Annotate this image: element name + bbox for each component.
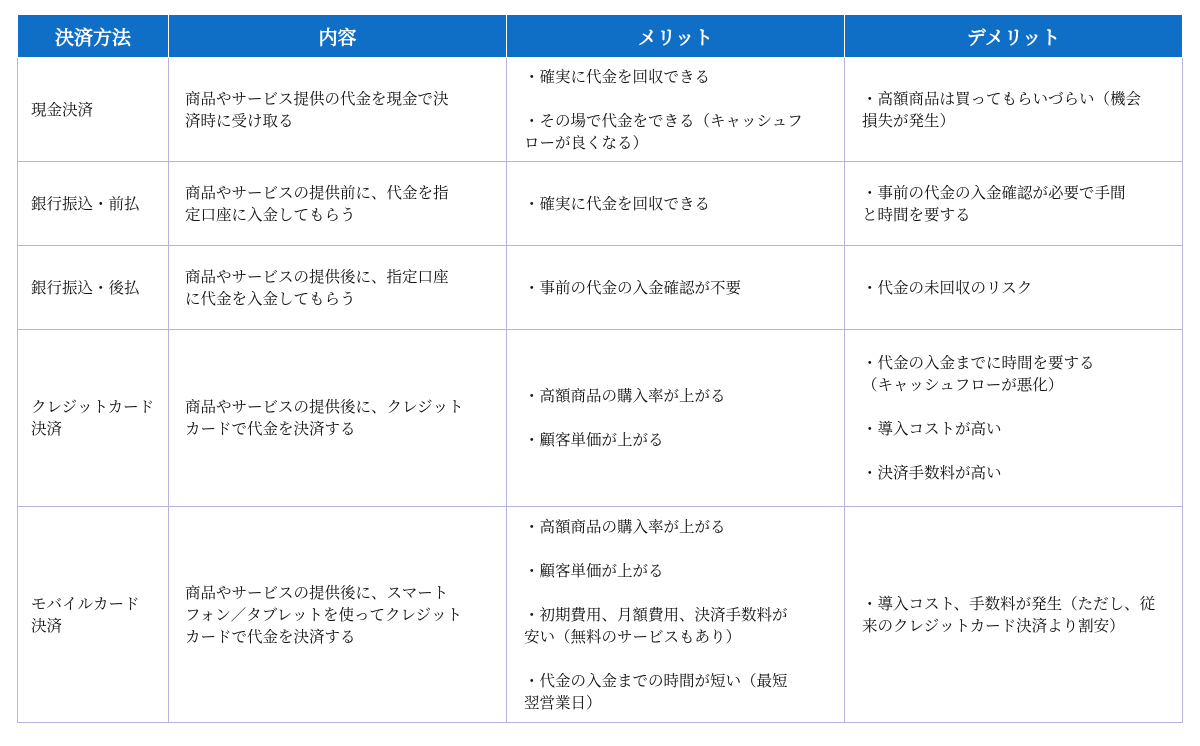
cell-content bbox=[169, 162, 507, 246]
cell-text-line: ・高額商品の購入率が上がる bbox=[524, 517, 726, 536]
cell-text-line: 来のクレジットカード決済より割安） bbox=[862, 616, 1125, 635]
cell-method bbox=[18, 330, 169, 507]
header-merits: メリット bbox=[507, 15, 845, 58]
cell-text-line: ・確実に代金を回収できる bbox=[524, 194, 711, 213]
merit-item bbox=[524, 604, 830, 648]
cell-merits bbox=[507, 507, 845, 723]
cell-text-line: ・顧客単価が上がる bbox=[524, 431, 664, 449]
header-content: 内容 bbox=[169, 15, 507, 58]
merit-item bbox=[524, 277, 830, 299]
cell-text-line: フォン／タブレットを使ってクレジット bbox=[185, 605, 463, 624]
header-demerits: デメリット bbox=[845, 15, 1183, 58]
cell-method bbox=[18, 58, 169, 162]
cell-demerits bbox=[845, 507, 1183, 723]
demerit-item bbox=[862, 182, 1168, 226]
cell-text-line: ・顧客単価が上がる bbox=[524, 561, 664, 580]
cell-method bbox=[18, 162, 169, 246]
cell-text-line: 銀行振込・前払 bbox=[31, 194, 140, 213]
cell-text-line: ・事前の代金の入金確認が必要で手間 bbox=[862, 183, 1126, 202]
cell-text-line: ・導入コスト、手数料が発生（ただし、従 bbox=[862, 594, 1156, 613]
demerit-item bbox=[862, 593, 1168, 637]
cell-content bbox=[169, 246, 507, 330]
cell-text-line: に代金を入金してもらう bbox=[185, 289, 356, 308]
cell-merits bbox=[507, 162, 845, 246]
cell-text-line: ・代金の未回収のリスク bbox=[862, 278, 1033, 297]
table-body bbox=[18, 58, 1183, 723]
cell-text-line: 安い（無料のサービスもあり） bbox=[524, 627, 742, 646]
cell-text-line: 定口座に入金してもらう bbox=[185, 205, 356, 224]
merit-item bbox=[524, 670, 830, 714]
cell-demerits bbox=[845, 58, 1183, 162]
cell-method bbox=[18, 246, 169, 330]
cell-text-line: 銀行振込・後払 bbox=[31, 278, 140, 297]
cell-text-line: 商品やサービスの提供前に、代金を指 bbox=[185, 183, 449, 202]
cell-demerits bbox=[845, 330, 1183, 507]
cell-content bbox=[169, 58, 507, 162]
table-row bbox=[18, 330, 1183, 507]
cell-text-line: ・代金の入金までの時間が短い（最短 bbox=[524, 671, 788, 690]
cell-text-line: 済時に受け取る bbox=[185, 111, 294, 130]
cell-content bbox=[169, 507, 507, 723]
table-row bbox=[18, 162, 1183, 246]
cell-text-line: 決済 bbox=[31, 616, 63, 635]
cell-text-line: ・その場で代金をできる（キャッシュフ bbox=[524, 111, 803, 130]
cell-text-line: 損失が発生） bbox=[862, 111, 956, 130]
cell-merits bbox=[507, 330, 845, 507]
merit-item bbox=[524, 560, 830, 582]
cell-text-line: ・導入コストが高い bbox=[862, 420, 1002, 438]
demerit-item bbox=[862, 277, 1168, 299]
cell-text-line: 商品やサービス提供の代金を現金で決 bbox=[185, 89, 449, 108]
cell-text-line: 商品やサービスの提供後に、クレジット bbox=[185, 398, 464, 416]
cell-text-line: ローが良くなる） bbox=[524, 133, 649, 152]
cell-text-line: 商品やサービスの提供後に、スマート bbox=[185, 583, 449, 602]
cell-text-line: カードで代金を決済する bbox=[185, 627, 356, 646]
cell-merits bbox=[507, 58, 845, 162]
merit-item bbox=[524, 429, 830, 451]
cell-text-line: カードで代金を決済する bbox=[185, 420, 356, 438]
table-row bbox=[18, 507, 1183, 723]
cell-text-line: 翌営業日） bbox=[524, 693, 602, 712]
cell-demerits bbox=[845, 246, 1183, 330]
merit-item bbox=[524, 110, 830, 154]
cell-text-line: ・決済手数料が高い bbox=[862, 464, 1002, 482]
cell-text-line: 現金決済 bbox=[31, 100, 94, 119]
cell-content bbox=[169, 330, 507, 507]
cell-text-line: クレジットカード bbox=[31, 398, 155, 416]
cell-text-line: ・代金の入金までに時間を要する bbox=[862, 354, 1095, 372]
cell-text-line: ・確実に代金を回収できる bbox=[524, 67, 711, 86]
payment-methods-table bbox=[17, 14, 1183, 723]
table-row bbox=[18, 246, 1183, 330]
cell-text-line: ・高額商品は買ってもらいづらい（機会 bbox=[862, 89, 1142, 108]
merit-item bbox=[524, 516, 830, 538]
comparison-table-container bbox=[17, 14, 1182, 723]
header-row bbox=[18, 15, 1183, 58]
cell-text-line: ・初期費用、月額費用、決済手数料が bbox=[524, 605, 788, 624]
cell-text-line: ・高額商品の購入率が上がる bbox=[524, 387, 726, 405]
table-row bbox=[18, 58, 1183, 162]
demerit-item bbox=[862, 88, 1168, 132]
cell-text-line: モバイルカード bbox=[31, 594, 140, 613]
demerit-item bbox=[862, 462, 1168, 484]
cell-text-line: 商品やサービスの提供後に、指定口座 bbox=[185, 267, 449, 286]
merit-item bbox=[524, 385, 830, 407]
header-method: 決済方法 bbox=[18, 15, 169, 58]
cell-demerits bbox=[845, 162, 1183, 246]
demerit-item bbox=[862, 418, 1168, 440]
cell-text-line: と時間を要する bbox=[862, 205, 971, 224]
cell-text-line: ・事前の代金の入金確認が不要 bbox=[524, 278, 742, 297]
cell-merits bbox=[507, 246, 845, 330]
merit-item bbox=[524, 66, 830, 88]
cell-method bbox=[18, 507, 169, 723]
merit-item bbox=[524, 193, 830, 215]
cell-text-line: （キャッシュフローが悪化） bbox=[862, 376, 1064, 394]
demerit-item bbox=[862, 352, 1168, 396]
cell-text-line: 決済 bbox=[31, 420, 63, 438]
